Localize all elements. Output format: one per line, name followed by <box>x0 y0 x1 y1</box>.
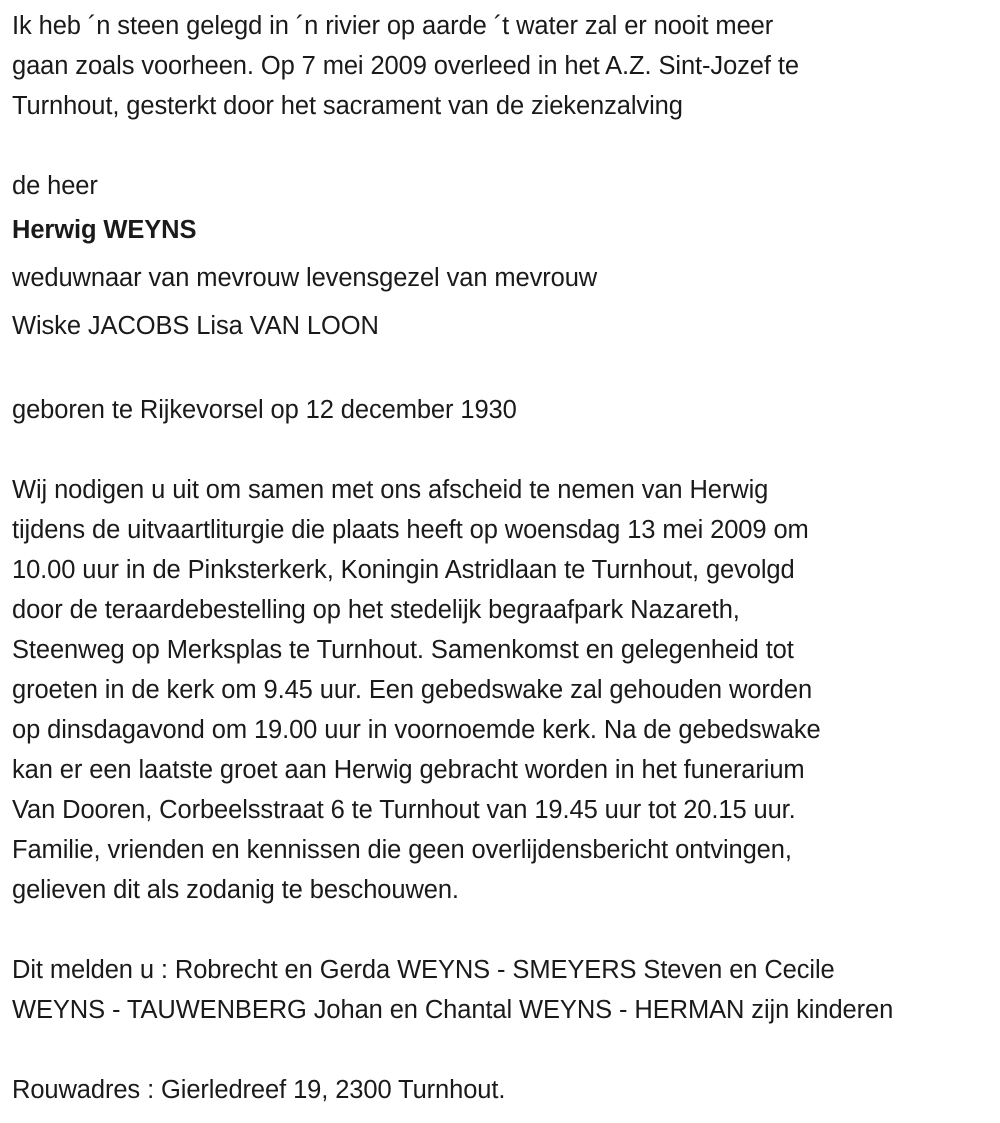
invitation-line: door de teraardebestelling op het stedelijk begraafpark Nazareth, <box>12 596 740 624</box>
spacer <box>12 1030 988 1070</box>
announcers-line: WEYNS - TAUWENBERG Johan en Chantal WEYNS - HERMAN zijn kinderen <box>12 996 894 1024</box>
intro-paragraph <box>12 6 988 126</box>
intro-line: Ik heb ´n steen gelegd in ´n rivier op aarde ´t water zal er nooit meer <box>12 12 774 40</box>
invitation-line: Familie, vrienden en kennissen die geen overlijdensbericht ontvingen, <box>12 836 792 864</box>
relation-line: weduwnaar van mevrouw levensgezel van mevrouw <box>12 264 598 292</box>
mourning-address-paragraph <box>12 1070 988 1110</box>
deceased-block <box>12 206 988 350</box>
spacer <box>12 430 988 470</box>
spacer <box>12 350 988 390</box>
invitation-paragraph <box>12 470 988 910</box>
deceased-name: Herwig WEYNS <box>12 216 197 244</box>
mourning-address: Rouwadres : Gierledreef 19, 2300 Turnhout. <box>12 1076 506 1104</box>
announcers-line: Dit melden u : Robrecht en Gerda WEYNS - SMEYERS Steven en Cecile <box>12 956 835 984</box>
intro-line: Turnhout, gesterkt door het sacrament van de ziekenzalving <box>12 92 683 120</box>
salutation <box>12 166 988 206</box>
spacer <box>12 126 988 166</box>
birth-line: geboren te Rijkevorsel op 12 december 1930 <box>12 396 517 424</box>
invitation-line: kan er een laatste groet aan Herwig gebracht worden in het funerarium <box>12 756 805 784</box>
spacer <box>12 910 988 950</box>
invitation-line: Steenweg op Merksplas te Turnhout. Samenkomst en gelegenheid tot <box>12 636 794 664</box>
partners-line: Wiske JACOBS Lisa VAN LOON <box>12 312 379 340</box>
invitation-line: tijdens de uitvaartliturgie die plaats heeft op woensdag 13 mei 2009 om <box>12 516 809 544</box>
invitation-line: groeten in de kerk om 9.45 uur. Een gebedswake zal gehouden worden <box>12 676 813 704</box>
invitation-line: Van Dooren, Corbeelsstraat 6 te Turnhout van 19.45 uur tot 20.15 uur. <box>12 796 796 824</box>
invitation-line: Wij nodigen u uit om samen met ons afscheid te nemen van Herwig <box>12 476 769 504</box>
intro-line: gaan zoals voorheen. Op 7 mei 2009 overleed in het A.Z. Sint-Jozef te <box>12 52 799 80</box>
invitation-line: gelieven dit als zodanig te beschouwen. <box>12 876 459 904</box>
salutation-text: de heer <box>12 172 98 200</box>
birth-paragraph <box>12 390 988 430</box>
invitation-line: op dinsdagavond om 19.00 uur in voornoemde kerk. Na de gebedswake <box>12 716 821 744</box>
invitation-line: 10.00 uur in de Pinksterkerk, Koningin Astridlaan te Turnhout, gevolgd <box>12 556 795 584</box>
announcers-paragraph <box>12 950 988 1030</box>
